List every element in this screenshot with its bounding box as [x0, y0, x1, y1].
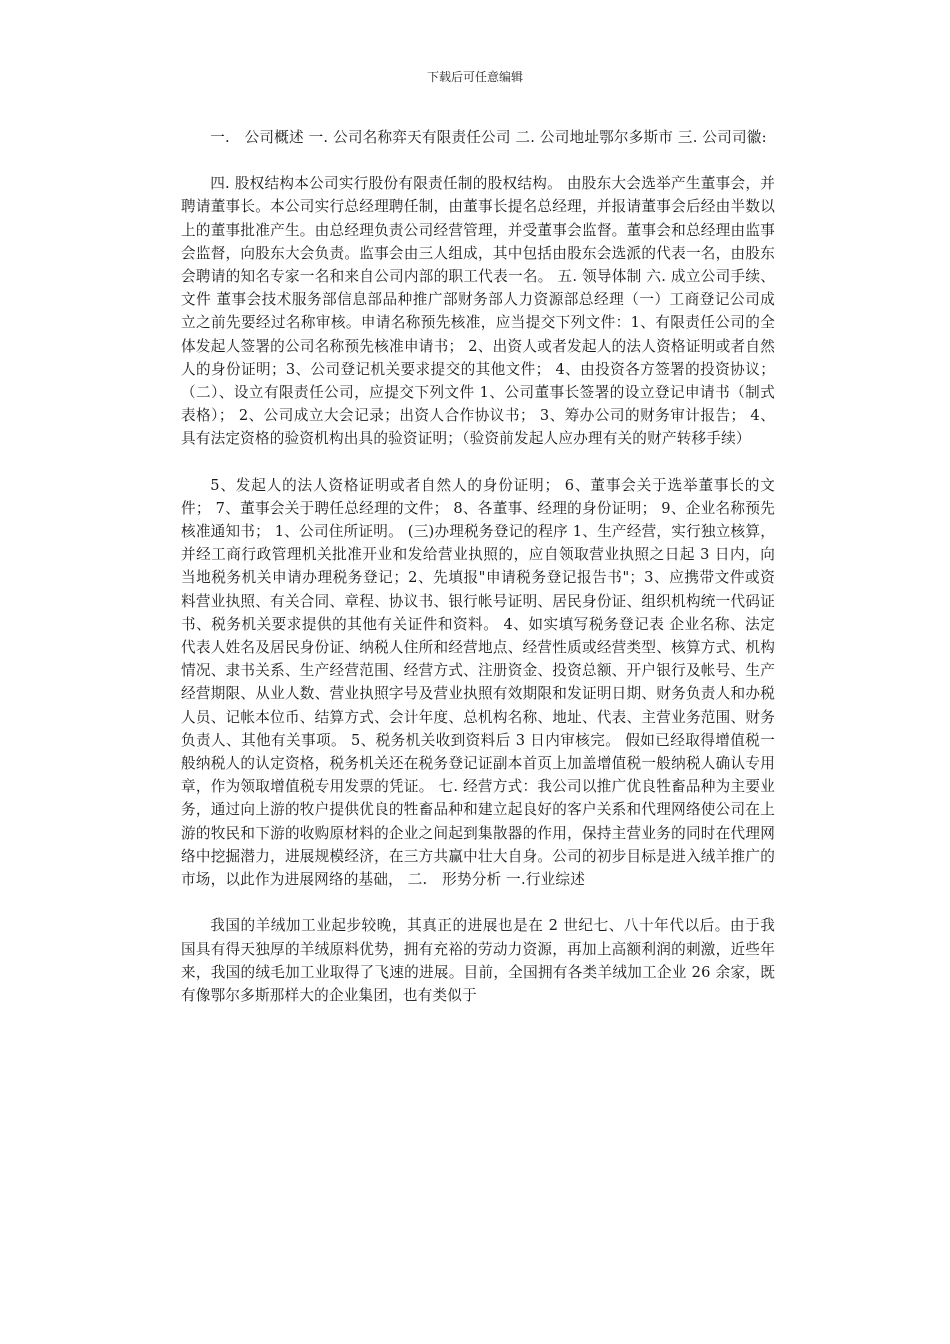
paragraph-company-overview: 一. 公司概述 一. 公司名称弈天有限责任公司 二. 公司地址鄂尔多斯市 三. 公司司徽:: [210, 129, 767, 146]
page-header-note: 下载后可任意编辑: [426, 70, 523, 84]
paragraph-industry-overview: 我国的羊绒加工业起步较晚，其真正的进展也是在 2 世纪七、八十年代以后。由于我国具有得天独厚的羊绒原料优势，拥有充裕的劳动力资源，再加上高额利润的刺激，近些年来，我国的绒毛加工业取得了飞速的进展。目前，全国拥有各类羊绒加工企业 26 余家，既有像鄂尔多斯那样大的企业集团，也有类似于: [181, 917, 775, 1004]
document-body: [181, 126, 775, 1030]
paragraph-tax-registration: 5、发起人的法人资格证明或者自然人的身份证明； 6、董事会关于选举董事长的文件； 7、董事会关于聘任总经理的文件； 8、各董事、经理的身份证明； 9、企业名称预先核准通知书； 1、公司住所证明。 (三)办理税务登记的程序 1、生产经营，实行独立核算，并经工商行政管理机关批准开业和发给营业执照的，应自领取营业执照之日起 3 日内，向当地税务机关申请办理税务登记；2、先填报"申请税务登记报告书"；3、应携带文件或资料营业执照、有关合同、章程、协议书、银行帐号证明、居民身份证、组织机构统一代码证书、税务机关要求提供的其他有关证件和资料。 4、如实填写税务登记表 企业名称、法定代表人姓名及居民身份证、纳税人住所和经营地点、经营性质或经营类型、核算方式、机构情况、隶书关系、生产经营范围、经营方式、注册资金、投资总额、开户银行及帐号、生产经营期限、从业人数、营业执照字号及营业执照有效期限和发证明日期、财务负责人和办税人员、记帐本位币、结算方式、会计年度、总机构名称、地址、代表、主营业务范围、财务负责人、其他有关事项。 5、税务机关收到资料后 3 日内审核完。 假如已经取得增值税一般纳税人的认定资格，税务机关还在税务登记证副本首页上加盖增值税一般纳税人确认专用章，作为领取增值税专用发票的凭证。 七. 经营方式：我公司以推广优良牲畜品种为主要业务，通过向上游的牧户提供优良的牲畜品种和建立起良好的客户关系和代理网络使公司在上游的牧民和下游的收购原材料的企业之间起到集散器的作用，保持主营业务的同时在代理网络中挖掘潜力，进展规模经济，在三方共赢中壮大自身。公司的初步目标是进入绒羊推广的市场，以此作为进展网络的基础， 二. 形势分析 一.行业综述: [181, 476, 775, 889]
paragraph-equity-structure: 四. 股权结构本公司实行股份有限责任制的股权结构。 由股东大会选举产生董事会，并聘请董事长。本公司实行总经理聘任制，由董事长提名总经理，并报请董事会后经由半数以上的董事批准产生。由总经理负责公司经营管理，并受董事会监督。董事会和总经理由监事会监督，向股东大会负责。监事会由三人组成，其中包括由股东会选派的代表一名，由股东会聘请的知名专家一名和来自公司内部的职工代表一名。 五. 领导体制 六. 成立公司手续、文件 董事会技术服务部信息部品种推广部财务部人力资源部总经理（一）工商登记公司成立之前先要经过名称审核。申请名称预先核准，应当提交下列文件：1、有限责任公司的全体发起人签署的公司名称预先核准申请书； 2、出资人或者发起人的法人资格证明或者自然人的身份证明；3、公司登记机关要求提交的其他文件； 4、由投资各方签署的投资协议； （二）、设立有限责任公司，应提交下列文件 1、公司董事长签署的设立登记申请书（制式表格）； 2、公司成立大会记录；出资人合作协议书； 3、筹办公司的财务审计报告； 4、具有法定资格的验资机构出具的验资证明；（验资前发起人应办理有关的财产转移手续）: [181, 175, 775, 448]
